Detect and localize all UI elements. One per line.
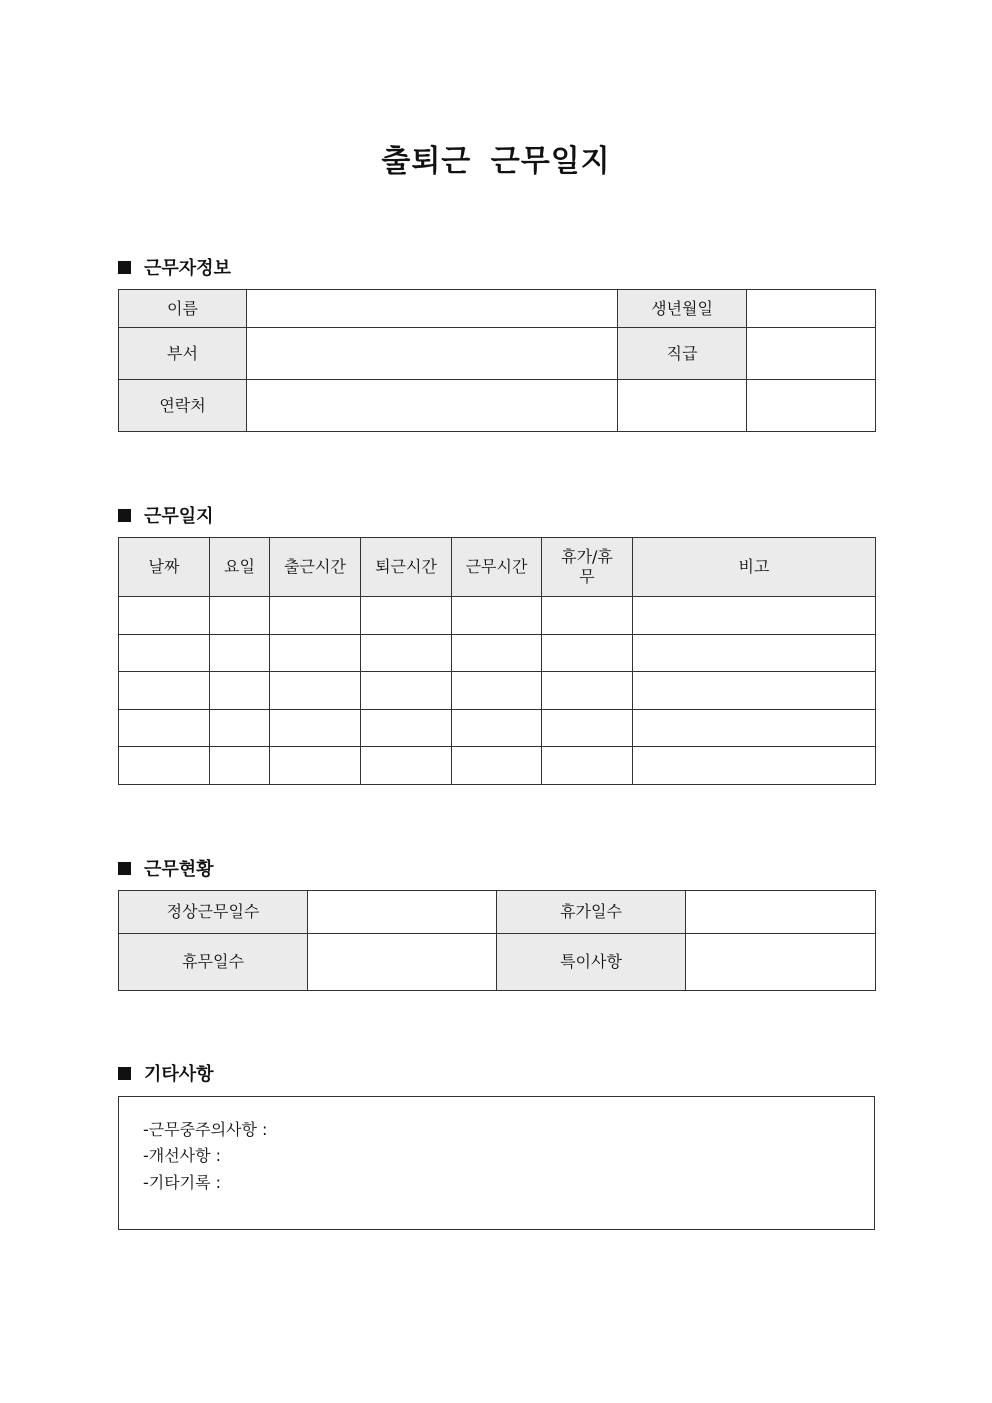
table-cell[interactable] [361, 635, 452, 672]
square-bullet-icon [118, 509, 131, 522]
vacation-days-field[interactable] [686, 891, 876, 934]
special-notes-label: 특이사항 [497, 934, 686, 991]
section-heading-label: 근무일지 [144, 506, 214, 527]
table-cell[interactable] [361, 747, 452, 785]
table-row [119, 747, 876, 785]
table-cell[interactable] [542, 597, 633, 635]
dept-label: 부서 [119, 328, 247, 380]
table-cell[interactable] [119, 747, 210, 785]
table-cell[interactable] [270, 710, 361, 747]
table-cell[interactable] [270, 672, 361, 710]
column-header-date: 날짜 [119, 538, 210, 597]
table-cell[interactable] [542, 672, 633, 710]
table-cell[interactable] [452, 710, 542, 747]
table-cell[interactable] [270, 747, 361, 785]
table-cell[interactable] [119, 710, 210, 747]
square-bullet-icon [118, 261, 131, 274]
table-cell[interactable] [119, 672, 210, 710]
off-days-field[interactable] [308, 934, 497, 991]
column-header-leave: 휴가/휴무 [542, 538, 633, 597]
table-row [119, 380, 876, 432]
contact-field[interactable] [247, 380, 618, 432]
worker-info-table [118, 289, 876, 432]
column-header-remarks: 비고 [633, 538, 876, 597]
section-heading-work-status [118, 855, 214, 881]
table-cell[interactable] [452, 672, 542, 710]
table-cell[interactable] [210, 597, 270, 635]
table-cell[interactable] [270, 597, 361, 635]
table-cell[interactable] [210, 672, 270, 710]
table-cell[interactable] [633, 710, 876, 747]
table-row [119, 710, 876, 747]
table-header-row [119, 538, 876, 597]
name-field[interactable] [247, 290, 618, 328]
table-row [119, 934, 876, 991]
table-cell[interactable] [542, 635, 633, 672]
table-cell[interactable] [542, 710, 633, 747]
column-header-clock-in: 출근시간 [270, 538, 361, 597]
column-header-clock-out: 퇴근시간 [361, 538, 452, 597]
table-row [119, 891, 876, 934]
section-heading-label: 기타사항 [144, 1064, 214, 1085]
table-cell[interactable] [210, 635, 270, 672]
table-cell[interactable] [633, 672, 876, 710]
table-cell[interactable] [210, 747, 270, 785]
work-log-table [118, 537, 876, 785]
square-bullet-icon [118, 1067, 131, 1080]
empty-cell[interactable] [747, 380, 876, 432]
table-cell[interactable] [452, 597, 542, 635]
special-notes-field[interactable] [686, 934, 876, 991]
section-heading-label: 근무자정보 [144, 258, 231, 279]
rank-field[interactable] [747, 328, 876, 380]
table-cell[interactable] [270, 635, 361, 672]
table-row [119, 672, 876, 710]
table-cell[interactable] [452, 747, 542, 785]
name-label: 이름 [119, 290, 247, 328]
rank-label: 직급 [618, 328, 747, 380]
section-heading-work-log [118, 502, 214, 528]
table-cell[interactable] [633, 597, 876, 635]
column-header-work-hours: 근무시간 [452, 538, 542, 597]
contact-label: 연락처 [119, 380, 247, 432]
square-bullet-icon [118, 862, 131, 875]
off-days-label: 휴무일수 [119, 934, 308, 991]
work-status-table [118, 890, 876, 991]
table-cell[interactable] [452, 635, 542, 672]
table-row [119, 290, 876, 328]
table-row [119, 328, 876, 380]
table-row [119, 597, 876, 635]
table-cell[interactable] [361, 710, 452, 747]
table-cell[interactable] [119, 635, 210, 672]
normal-days-field[interactable] [308, 891, 497, 934]
note-line-caution: -근무중주의사항 : [143, 1120, 268, 1139]
section-heading-worker-info [118, 254, 231, 280]
normal-days-label: 정상근무일수 [119, 891, 308, 934]
section-heading-label: 근무현황 [144, 859, 214, 880]
column-header-weekday: 요일 [210, 538, 270, 597]
other-notes-box[interactable] [118, 1096, 875, 1230]
empty-cell[interactable] [618, 380, 747, 432]
dept-field[interactable] [247, 328, 618, 380]
table-cell[interactable] [542, 747, 633, 785]
note-line-improvement: -개선사항 : [143, 1146, 222, 1165]
table-row [119, 635, 876, 672]
birth-field[interactable] [747, 290, 876, 328]
table-cell[interactable] [633, 747, 876, 785]
birth-label: 생년월일 [618, 290, 747, 328]
vacation-days-label: 휴가일수 [497, 891, 686, 934]
table-cell[interactable] [210, 710, 270, 747]
table-cell[interactable] [361, 597, 452, 635]
table-cell[interactable] [633, 635, 876, 672]
table-cell[interactable] [119, 597, 210, 635]
table-cell[interactable] [361, 672, 452, 710]
section-heading-other [118, 1060, 214, 1086]
page-title: 출퇴근 근무일지 [381, 144, 611, 179]
note-line-other-record: -기타기록 : [143, 1173, 222, 1192]
